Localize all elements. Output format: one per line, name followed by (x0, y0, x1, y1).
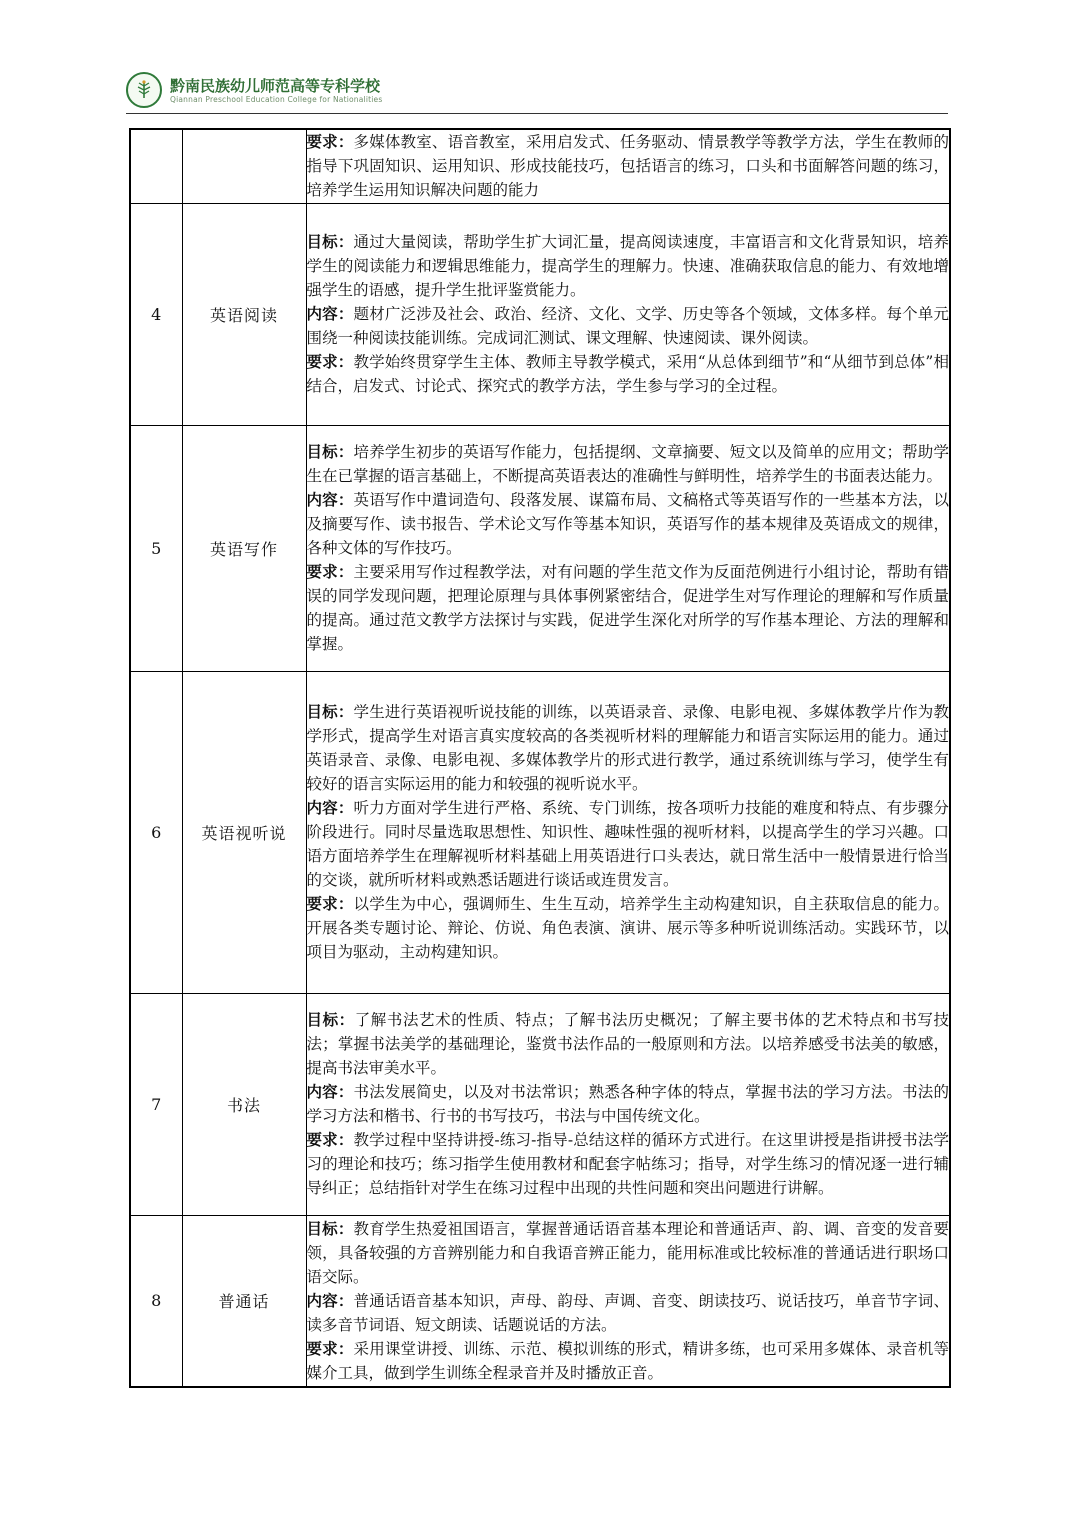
table-row (130, 203, 950, 425)
content-text: 普通话语音基本知识，声母、韵母、声调、音变、朗读技巧、说话技巧，单音节字词、读多音节词语、短文朗读、话题说话的方法。 (306, 1291, 949, 1334)
table-row (130, 993, 950, 1215)
course-description (306, 993, 950, 1215)
goal-text: 了解书法艺术的性质、特点；了解书法历史概况；了解主要书体的艺术特点和书写技法；掌握书法美学的基础理论，鉴赏书法作品的一般原则和方法。以培养感受书法美的敏感，提高书法审美水平。 (306, 1011, 949, 1077)
page-header (126, 70, 948, 116)
requirement-label: 要求： (306, 352, 354, 371)
table-row (130, 129, 950, 203)
requirement-label: 要求： (306, 1338, 354, 1358)
header-divider (126, 113, 948, 114)
table-row (130, 671, 950, 993)
row-number: 6 (130, 671, 182, 993)
course-name: 英语视听说 (182, 671, 306, 993)
row-number (130, 129, 182, 203)
content-label: 内容： (306, 1290, 354, 1310)
course-description (306, 671, 950, 993)
course-name: 书法 (182, 993, 306, 1215)
requirement-label: 要求： (306, 1130, 354, 1149)
requirement-text: 采用课堂讲授、训练、示范、模拟训练的形式，精讲多练，也可采用多媒体、录音机等媒介工具，做到学生训练全程录音并及时播放正音。 (306, 1339, 949, 1382)
goal-text: 培养学生初步的英语写作能力，包括提纲、文章摘要、短文以及简单的应用文；帮助学生在已掌握的语言基础上，不断提高英语表达的准确性与鲜明性，培养学生的书面表达能力。 (306, 443, 949, 485)
content-text: 听力方面对学生进行严格、系统、专门训练，按各项听力技能的难度和特点、有步骤分阶段进行。同时尽量选取思想性、知识性、趣味性强的视听材料，以提高学生的学习兴趣。口语方面培养学生在理解视听材料基础上用英语进行口头表达，就日常生活中一般情景进行恰当的交谈，就所听材料或熟悉话题进行谈话或连贯发言。 (306, 799, 949, 889)
content-label: 内容： (306, 1082, 354, 1101)
school-logo-icon (126, 72, 162, 108)
course-name: 英语阅读 (182, 203, 306, 425)
goal-text: 教育学生热爱祖国语言，掌握普通话语音基本理论和普通话声、韵、调、音变的发音要领，具备较强的方音辨别能力和自我语音辨正能力，能用标准或比较标准的普通话进行职场口语交际。 (306, 1219, 949, 1286)
table-row (130, 425, 950, 671)
table-row (130, 1215, 950, 1387)
course-description (306, 425, 950, 671)
course-description (306, 203, 950, 425)
goal-text: 通过大量阅读，帮助学生扩大词汇量，提高阅读速度，丰富语言和文化背景知识，培养学生的阅读能力和逻辑思维能力，提高学生的理解力。快速、准确获取信息的能力、有效地增强学生的语感，提升学生批评鉴赏能力。 (306, 233, 949, 299)
content-label: 内容： (306, 798, 354, 817)
requirement-text: 以学生为中心，强调师生、生生互动，培养学生主动构建知识，自主获取信息的能力。开展各类专题讨论、辩论、仿说、角色表演、演讲、展示等多种听说训练活动。实践环节，以项目为驱动，主动构建知识。 (306, 895, 949, 961)
course-description (306, 1215, 950, 1387)
content-text: 题材广泛涉及社会、政治、经济、文化、文学、历史等各个领域，文体多样。每个单元围绕一种阅读技能训练。完成词汇测试、课文理解、快速阅读、课外阅读。 (306, 305, 949, 347)
goal-label: 目标： (306, 1218, 354, 1238)
goal-label: 目标： (306, 1010, 355, 1029)
requirement-label: 要求： (306, 894, 354, 913)
content-label: 内容： (306, 490, 354, 509)
goal-text: 学生进行英语视听说技能的训练，以英语录音、录像、电影电视、多媒体教学片作为教学形式，提高学生对语言真实度较高的各类视听材料的理解能力和语言实际运用的能力。通过英语录音、录像、电影电视、多媒体教学片的形式进行教学，通过系统训练与学习，使学生有较好的语言实际运用的能力和较强的视听说水平。 (306, 703, 949, 793)
content-label: 内容： (306, 304, 354, 323)
row-number: 8 (130, 1215, 182, 1387)
row-number: 7 (130, 993, 182, 1215)
goal-label: 目标： (306, 232, 354, 251)
course-name: 英语写作 (182, 425, 306, 671)
requirement-label: 要求： (306, 562, 354, 581)
curriculum-table (129, 128, 951, 1388)
goal-label: 目标： (306, 702, 354, 721)
content-text: 英语写作中遣词造句、段落发展、谋篇布局、文稿格式等英语写作的一些基本方法，以及摘要写作、读书报告、学术论文写作等基本知识，英语写作的基本规律及英语成文的规律，各种文体的写作技巧。 (306, 491, 949, 557)
requirement-text: 教学始终贯穿学生主体、教师主导教学模式，采用“从总体到细节”和“从细节到总体”相结合，启发式、讨论式、探究式的教学方法，学生参与学习的全过程。 (306, 353, 949, 395)
course-description (306, 129, 950, 203)
content-text: 书法发展简史，以及对书法常识；熟悉各种字体的特点，掌握书法的学习方法。书法的学习方法和楷书、行书的书写技巧，书法与中国传统文化。 (306, 1083, 949, 1125)
school-name-english: Qiannan Preschool Education College for Nationalities (170, 95, 383, 104)
row-number: 4 (130, 203, 182, 425)
requirement-text: 教学过程中坚持讲授-练习-指导-总结这样的循环方式进行。在这里讲授是指讲授书法学习的理论和技巧；练习指学生使用教材和配套字帖练习；指导，对学生练习的情况逐一进行辅导纠正；总结指针对学生在练习过程中出现的共性问题和突出问题进行讲解。 (306, 1131, 949, 1197)
course-name (182, 129, 306, 203)
school-name: 黔南民族幼儿师范高等专科学校 (170, 77, 381, 95)
goal-label: 目标： (306, 442, 354, 461)
requirement-text: 主要采用写作过程教学法，对有问题的学生范文作为反面范例进行小组讨论，帮助有错误的同学发现问题，把理论原理与具体事例紧密结合，促进学生对写作理论的理解和写作质量的提高。通过范文教学方法探讨与实践，促进学生深化对所学的写作基本理论、方法的理解和掌握。 (306, 563, 949, 653)
course-name: 普通话 (182, 1215, 306, 1387)
requirement-label: 要求： (306, 132, 354, 152)
requirement-text: 多媒体教室、语音教室，采用启发式、任务驱动、情景教学等教学方法，学生在教师的指导下巩固知识、运用知识、形成技能技巧，包括语言的练习，口头和书面解答问题的练习，培养学生运用知识解决问题的能力 (306, 133, 949, 200)
row-number: 5 (130, 425, 182, 671)
